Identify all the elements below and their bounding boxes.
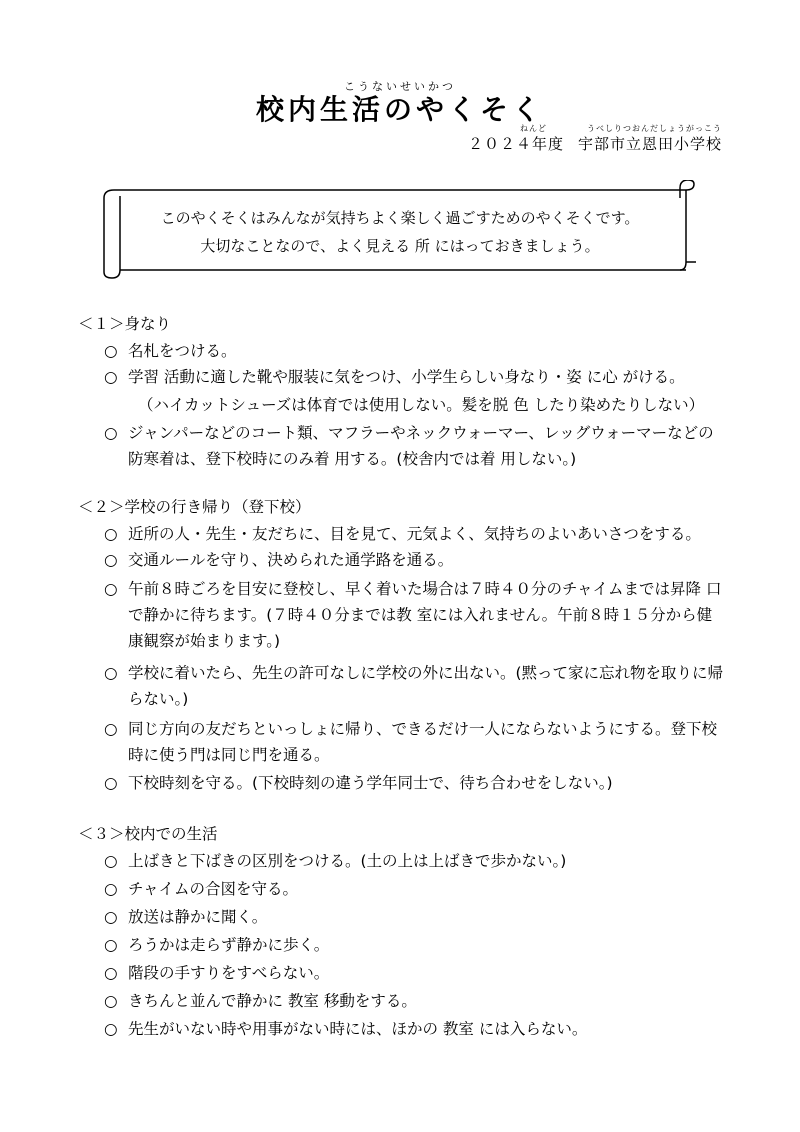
item-text: 下校時刻を守る。(下校時刻の違う学年同士で、待ち合わせをしない。) [128,774,613,792]
section-1-title: ＜１＞身なり [78,315,172,333]
bullet-icon: ○ [104,880,118,898]
item-text: 階段の手すりをすべらない。 [128,964,330,982]
bullet-icon: ○ [104,551,118,569]
school-ruby: うべしりつおんだしょうがっこう [587,124,722,133]
intro-line-2: 大切なことなので、よく見える 所 にはっておきましょう。 [200,237,600,255]
bullet-icon: ○ [104,368,118,386]
bullet-icon: ○ [104,992,118,1010]
item-text: 学校に着いたら、先生の許可なしに学校の外に出ない。(黙って家に忘れ物を取りに帰らない。) [128,664,724,708]
school-name: 宇部市立恩田小学校 [577,135,722,153]
item-text: 学習 活動に適した靴や服装に気をつけ、小学生らしい身なり・姿 に心 がける。 [128,368,685,386]
bullet-icon: ○ [104,342,118,360]
intro-line-1: このやくそくはみんなが気持ちよく楽しく過ごすためのやくそくです。 [160,209,640,227]
item-text: チャイムの合図を守る。 [128,880,299,898]
item-text: ろうかは走らず静かに歩く。 [128,936,330,954]
item-text: 午前８時ごろを目安に登校し、早く着いた場合は７時４０分のチャイムまでは昇降 口で静かに待ちます。(７時４０分までは教 室には入れません。午前８時１５分から健康観察が始まります。) [128,580,722,650]
bullet-icon: ○ [104,1020,118,1038]
section-2-title: ＜２＞学校の行き帰り（登下校） [78,498,311,516]
item-text: きちんと並んで静かに 教室 移動をする。 [128,992,417,1010]
item-text: 同じ方向の友だちといっしょに帰り、できるだけ一人にならないようにする。登下校時に使う門は同じ門を通る。 [128,720,718,764]
bullet-icon: ○ [104,774,118,792]
bullet-icon: ○ [104,525,118,543]
item-text: ジャンパーなどのコート類、マフラーやネックウォーマー、レッグウォーマーなどの防寒着は、登下校時にのみ着 用する。(校舎内では着 用しない。) [128,424,714,468]
item-text: 近所の人・先生・友だちに、目を見て、元気よく、気持ちのよいあいさつをする。 [128,525,701,543]
subtitle [454,133,722,154]
item-text: 名札をつける。 [128,342,237,360]
bullet-icon: ○ [104,424,118,442]
item-text: 放送は静かに聞く。 [128,908,268,926]
item-text: 上ばきと下ばきの区別をつける。(土の上は上ばきで歩かない。) [128,852,567,870]
item-text: 交通ルールを守り、決められた通学路を通る。 [128,551,454,569]
bullet-icon: ○ [104,580,118,598]
section-3-title: ＜３＞校内での生活 [78,825,218,843]
section-1-note: （ハイカットシューズは体育では使用しない。髪を脱 色 したり染めたりしない） [138,396,705,414]
bullet-icon: ○ [104,936,118,954]
bullet-icon: ○ [104,908,118,926]
title-ruby: こうないせいかつ [344,80,456,93]
bullet-icon: ○ [104,852,118,870]
bullet-icon: ○ [104,720,118,738]
bullet-icon: ○ [104,664,118,682]
intro-scroll [100,180,700,280]
page-title: 校内生活のやくそく [255,93,544,126]
item-text: 先生がいない時や用事がない時には、ほかの 教室 には入らない。 [128,1020,588,1038]
year-label: ２０２４年度 [467,135,564,153]
bullet-icon: ○ [104,964,118,982]
year-ruby: ねんど [520,124,547,133]
scroll-frame-icon [100,180,700,280]
